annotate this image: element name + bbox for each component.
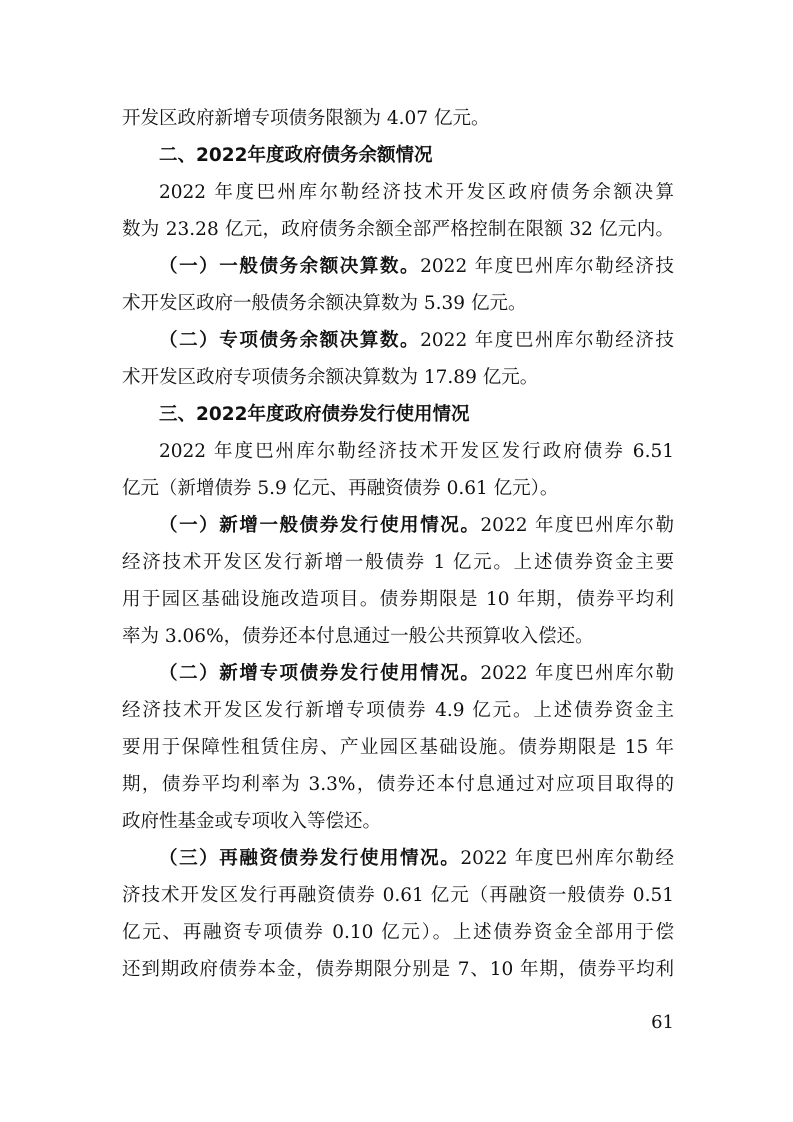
- body-line: 用于园区基础设施改造项目。债券期限是 10 年期，债券平均利: [122, 589, 674, 610]
- body-line: 亿元（新增债券 5.9 亿元、再融资债券 0.61 亿元）。: [122, 478, 559, 499]
- body-line: 术开发区政府一般债务余额决算数为 5.39 亿元。: [122, 293, 527, 314]
- section-heading-3: 三、2022年度政府债券发行使用情况: [159, 404, 470, 425]
- body-line: 亿元、再融资专项债券 0.10 亿元）。上述债券资金全部用于偿: [122, 922, 674, 943]
- document-body: [122, 100, 674, 988]
- page-number: 61: [651, 1012, 674, 1033]
- body-line: 2022 年度巴州库尔勒经济技术开发区发行政府债券 6.51: [159, 441, 674, 462]
- body-line: 政府性基金或专项收入等偿还。: [122, 811, 382, 832]
- body-line: 开发区政府新增专项债务限额为 4.07 亿元。: [122, 108, 490, 129]
- body-line: 还到期政府债券本金，债券期限分别是 7、10 年期，债券平均利: [122, 959, 674, 980]
- body-line: 济技术开发区发行再融资债券 0.61 亿元（再融资一般债券 0.51: [122, 885, 674, 906]
- body-line: 要用于保障性租赁住房、产业园区基础设施。债券期限是 15 年: [122, 737, 674, 758]
- body-line: 期，债券平均利率为 3.3%，债券还本付息通过对应项目取得的: [122, 774, 674, 795]
- body-line: 2022 年度巴州库尔勒经济技术开发区政府债务余额决算: [159, 182, 674, 203]
- body-line: 经济技术开发区发行新增专项债券 4.9 亿元。上述债券资金主: [122, 700, 674, 721]
- subsection-lead: （二）新增专项债券发行使用情况。: [159, 663, 481, 684]
- body-line: [122, 507, 674, 544]
- body-line: [122, 655, 674, 692]
- body-text: 2022 年度巴州库尔勒经济技: [420, 256, 674, 277]
- body-text: 2022 年度巴州库尔勒: [480, 663, 674, 684]
- subsection-lead: （一）一般债务余额决算数。: [159, 256, 421, 277]
- body-text: 2022 年度巴州库尔勒经济技: [420, 330, 674, 351]
- body-line: [122, 840, 674, 877]
- subsection-lead: （一）新增一般债券发行使用情况。: [159, 515, 481, 536]
- body-text: 2022 年度巴州库尔勒经: [460, 848, 674, 869]
- body-line: 经济技术开发区发行新增一般债券 1 亿元。上述债券资金主要: [122, 552, 674, 573]
- body-text: 2022 年度巴州库尔勒: [480, 515, 674, 536]
- body-line: 数为 23.28 亿元，政府债务余额全部严格控制在限额 32 亿元内。: [122, 219, 674, 240]
- body-line: 率为 3.06%，债券还本付息通过一般公共预算收入偿还。: [122, 626, 594, 647]
- body-line: [122, 248, 674, 285]
- subsection-lead: （二）专项债务余额决算数。: [159, 330, 421, 351]
- body-line: 术开发区政府专项债务余额决算数为 17.89 亿元。: [122, 367, 539, 388]
- section-heading-2: 二、2022年度政府债务余额情况: [159, 145, 433, 166]
- body-line: [122, 322, 674, 359]
- subsection-lead: （三）再融资债券发行使用情况。: [159, 848, 461, 869]
